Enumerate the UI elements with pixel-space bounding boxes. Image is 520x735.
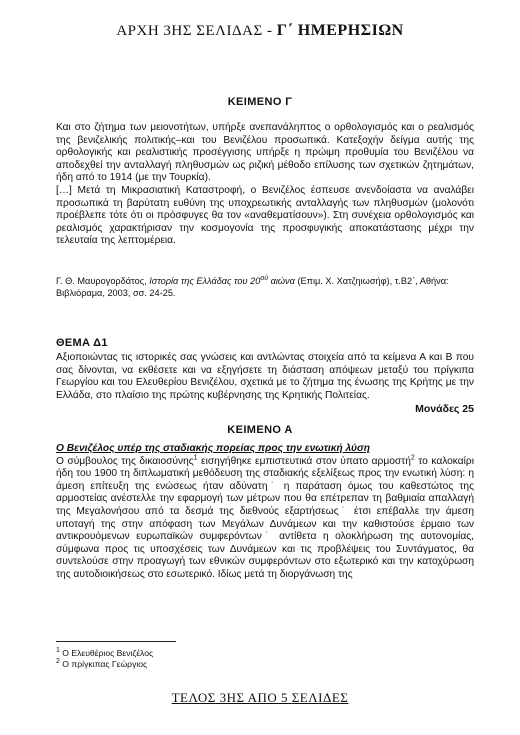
citation-title-2: αιώνα [270, 276, 295, 286]
kimeno-a-body [56, 443, 474, 582]
kimeno-g-paragraph-2: […] Μετά τη Μικρασιατική Καταστροφή, ο Βενιζέλος έσπευσε ανενδοίαστα να αναλάβει προσωπικά τη βαρύτατη ευθύνη της υποχρεωτικής ανταλλαγής των πληθυσμών (μολονότι προέβλεπε τότε ότι οι πρόσφυγες θα τον «αναθεματίσουν»). Στη συνέχεια ορθολογισμός και ρεαλισμός χαρακτήρισαν την κοσμογονία της προσφυγικής αποκατάστασης μέχρι την τελευταία της λεπτομέρεια. [56, 184, 474, 247]
footnote-2-text: Ο πρίγκιπας Γεώργιος [62, 659, 148, 669]
header-prefix: ΑΡΧΗ 3ΗΣ ΣΕΛΙΔΑΣ - [116, 23, 273, 39]
kimeno-a-subtitle: Ο Βενιζέλος υπέρ της σταδιακής πορείας προς την ενωτική λύση [56, 443, 371, 454]
footnotes [56, 648, 153, 670]
thema-title: ΘΕΜΑ Δ1 [56, 337, 108, 349]
footnote-divider [56, 641, 176, 642]
footnote-2 [56, 659, 153, 670]
kimeno-a-text-3: το καλοκαίρι ήδη του 1900 τη διπλωματική μεθόδευση της σταδιακής εξελίξεως προς την ενωτική λύση: η άμεση επίτευξη της ενώσεως ήταν αδύνατη˙ η παράταση όμως του καθεστώτος της αρμοστείας ανέστελλε την εφαρμογή των μέτρων που θα επέτρεπαν τη βαθμιαία απαλλαγή της Μεγαλονήσου από τα δεσμά της διεθνούς εξαρτήσεως˙ έτσι επέβαλλε την άμεση υποταγή της στην απόφαση των Μεγάλων Δυνάμεων και την καθιστούσε έρμαιο των αντικρουόμενων ευρωπαϊκών συμφερόντων˙ αντίθετα η ολοκλήρωση της αυτονομίας, σύμφωνα προς τις υποσχέσεις των Δυνάμεων και τις προβλέψεις του Συντάγματος, θα συντελούσε στην προαγωγή των εθνικών συμφερόντων στο εξωτερικό και την κατοχύρωση της αυτοδιοικήσεως στο εσωτερικό. Ιδίως μετά τη διοργάνωση της [56, 455, 474, 580]
kimeno-a-text-2: εισηγήθηκε εμπιστευτικά στον ύπατο αρμοστή [197, 455, 411, 467]
citation-title: Ιστορία της Ελλάδας του 20 [149, 276, 261, 286]
header-grade: Γ΄ ΗΜΕΡΗΣΙΩΝ [276, 22, 404, 39]
kimeno-a-paragraph [56, 456, 474, 582]
footnote-2-number: 2 [56, 658, 60, 666]
kimeno-g-title: ΚΕΙΜΕΝΟ Γ [227, 96, 293, 108]
footnote-1-number: 1 [56, 647, 60, 655]
footnote-1-text: Ο Ελευθέριος Βενιζέλος [62, 648, 154, 658]
citation-rest: (Επιμ. Χ. Χατζηιωσήφ), τ.Β2΄, Αθήνα: Βιβλιόραμα, 2003, σσ. 24-25. [56, 276, 449, 298]
page-footer: ΤΕΛΟΣ 3ΗΣ ΑΠΟ 5 ΣΕΛΙΔΕΣ [171, 690, 349, 705]
citation-author: Γ. Θ. Μαυρογορδάτος, [56, 276, 147, 286]
kimeno-a-title: ΚΕΙΜΕΝΟ Α [227, 424, 293, 436]
thema-text: Αξιοποιώντας τις ιστορικές σας γνώσεις και αντλώντας στοιχεία από τα κείμενα Α και Β που σας δίνονται, να εκθέσετε και να εξηγήσετε τη διάσταση απόψεων μεταξύ του πρίγκιπα Γεωργίου και του Ελευθερίου Βενιζέλου, σχετικά με το ζήτημα της ένωσης της Κρήτης με την Ελλάδα, στο πλαίσιο της πρώτης κυβέρνησης της Κρητικής Πολιτείας. [56, 352, 474, 401]
footnote-ref-2: 2 [410, 454, 415, 462]
kimeno-a-text-1: Ο σύμβουλος της δικαιοσύνης [56, 455, 194, 467]
footnote-ref-1: 1 [193, 454, 198, 462]
kimeno-g-body [56, 122, 474, 248]
citation-sup: ού [260, 274, 269, 282]
kimeno-g-paragraph-1: Και στο ζήτημα των μειονοτήτων, υπήρξε ανεπανάληπτος ο ορθολογισμός και ο ρεαλισμός της βενιζελικής πολιτικής–και του Βενιζέλου προσωπικά. Κατεξοχήν δείγμα αυτής της ορθολογικής και ρεαλιστικής προσέγγισης υπήρξε η πρώιμη προθυμία του Βενιζέλου να αποδεχθεί την ανταλλαγή πληθυσμών ως ριζική μέθοδο επίλυσης των σχετικών ζητημάτων, ήδη από το 1914 (με την Τουρκία). [56, 122, 474, 184]
footnote-1 [56, 648, 153, 659]
thema-marks: Μονάδες 25 [415, 403, 474, 415]
page-header [0, 22, 520, 40]
kimeno-g-citation [56, 275, 474, 299]
